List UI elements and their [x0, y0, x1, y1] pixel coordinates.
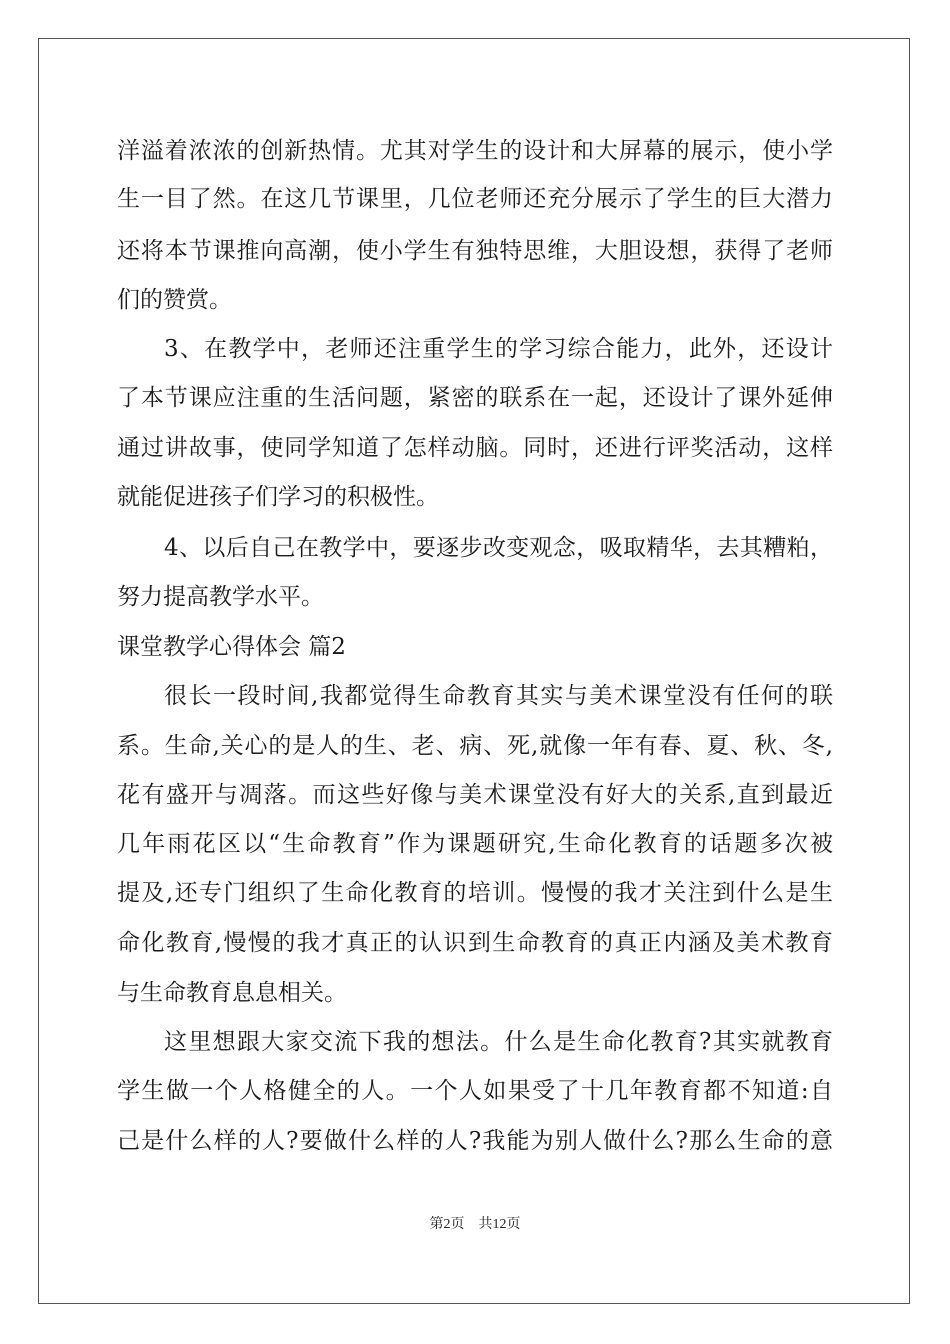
page-border	[38, 38, 910, 1304]
section-heading: 课堂教学心得体会 篇2	[117, 634, 346, 660]
text-line: 己是什么样的人?要做什么样的人?我能为别人做什么?那么生命的意	[117, 1128, 833, 1154]
text-line: 3、在教学中，老师还注重学生的学习综合能力，此外，还设计	[164, 336, 833, 362]
text-line: 就能促进孩子们学习的积极性。	[117, 484, 439, 510]
text-line: 与生命教育息息相关。	[117, 980, 347, 1006]
text-line: 4、以后自己在教学中，要逐步改变观念，吸取精华，去其糟粕，	[164, 535, 833, 561]
text-line: 很长一段时间,我都觉得生命教育其实与美术课堂没有任何的联	[164, 683, 833, 709]
text-line: 通过讲故事，使同学知道了怎样动脑。同时，还进行评奖活动，这样	[117, 435, 833, 461]
text-line: 几年雨花区以“生命教育”作为课题研究,生命化教育的话题多次被	[117, 831, 833, 857]
text-line: 们的赞赏。	[117, 287, 232, 313]
page-total: 共12页	[478, 1217, 521, 1232]
text-line: 了本节课应注重的生活问题，紧密的联系在一起，还设计了课外延伸	[117, 385, 833, 411]
text-line: 花有盛开与凋落。而这些好像与美术课堂没有好大的关系,直到最近	[117, 782, 833, 808]
text-line: 这里想跟大家交流下我的想法。什么是生命化教育?其实就教育	[164, 1029, 833, 1055]
text-line: 提及,还专门组织了生命化教育的培训。慢慢的我才关注到什么是生	[117, 880, 833, 906]
page-footer	[0, 1215, 950, 1235]
page-number: 第2页	[429, 1217, 465, 1232]
text-line: 生一目了然。在这几节课里，几位老师还充分展示了学生的巨大潜力	[117, 186, 833, 212]
text-line: 学生做一个人格健全的人。一个人如果受了十几年教育都不知道:自	[117, 1078, 833, 1104]
text-line: 命化教育,慢慢的我才真正的认识到生命教育的真正内涵及美术教育	[117, 930, 833, 956]
text-line: 系。生命,关心的是人的生、老、病、死,就像一年有春、夏、秋、冬,	[117, 733, 833, 759]
text-line: 努力提高教学水平。	[117, 584, 324, 610]
text-line: 还将本节课推向高潮，使小学生有独特思维，大胆设想，获得了老师	[117, 238, 833, 264]
text-line: 洋溢着浓浓的创新热情。尤其对学生的设计和大屏幕的展示，使小学	[117, 138, 833, 164]
